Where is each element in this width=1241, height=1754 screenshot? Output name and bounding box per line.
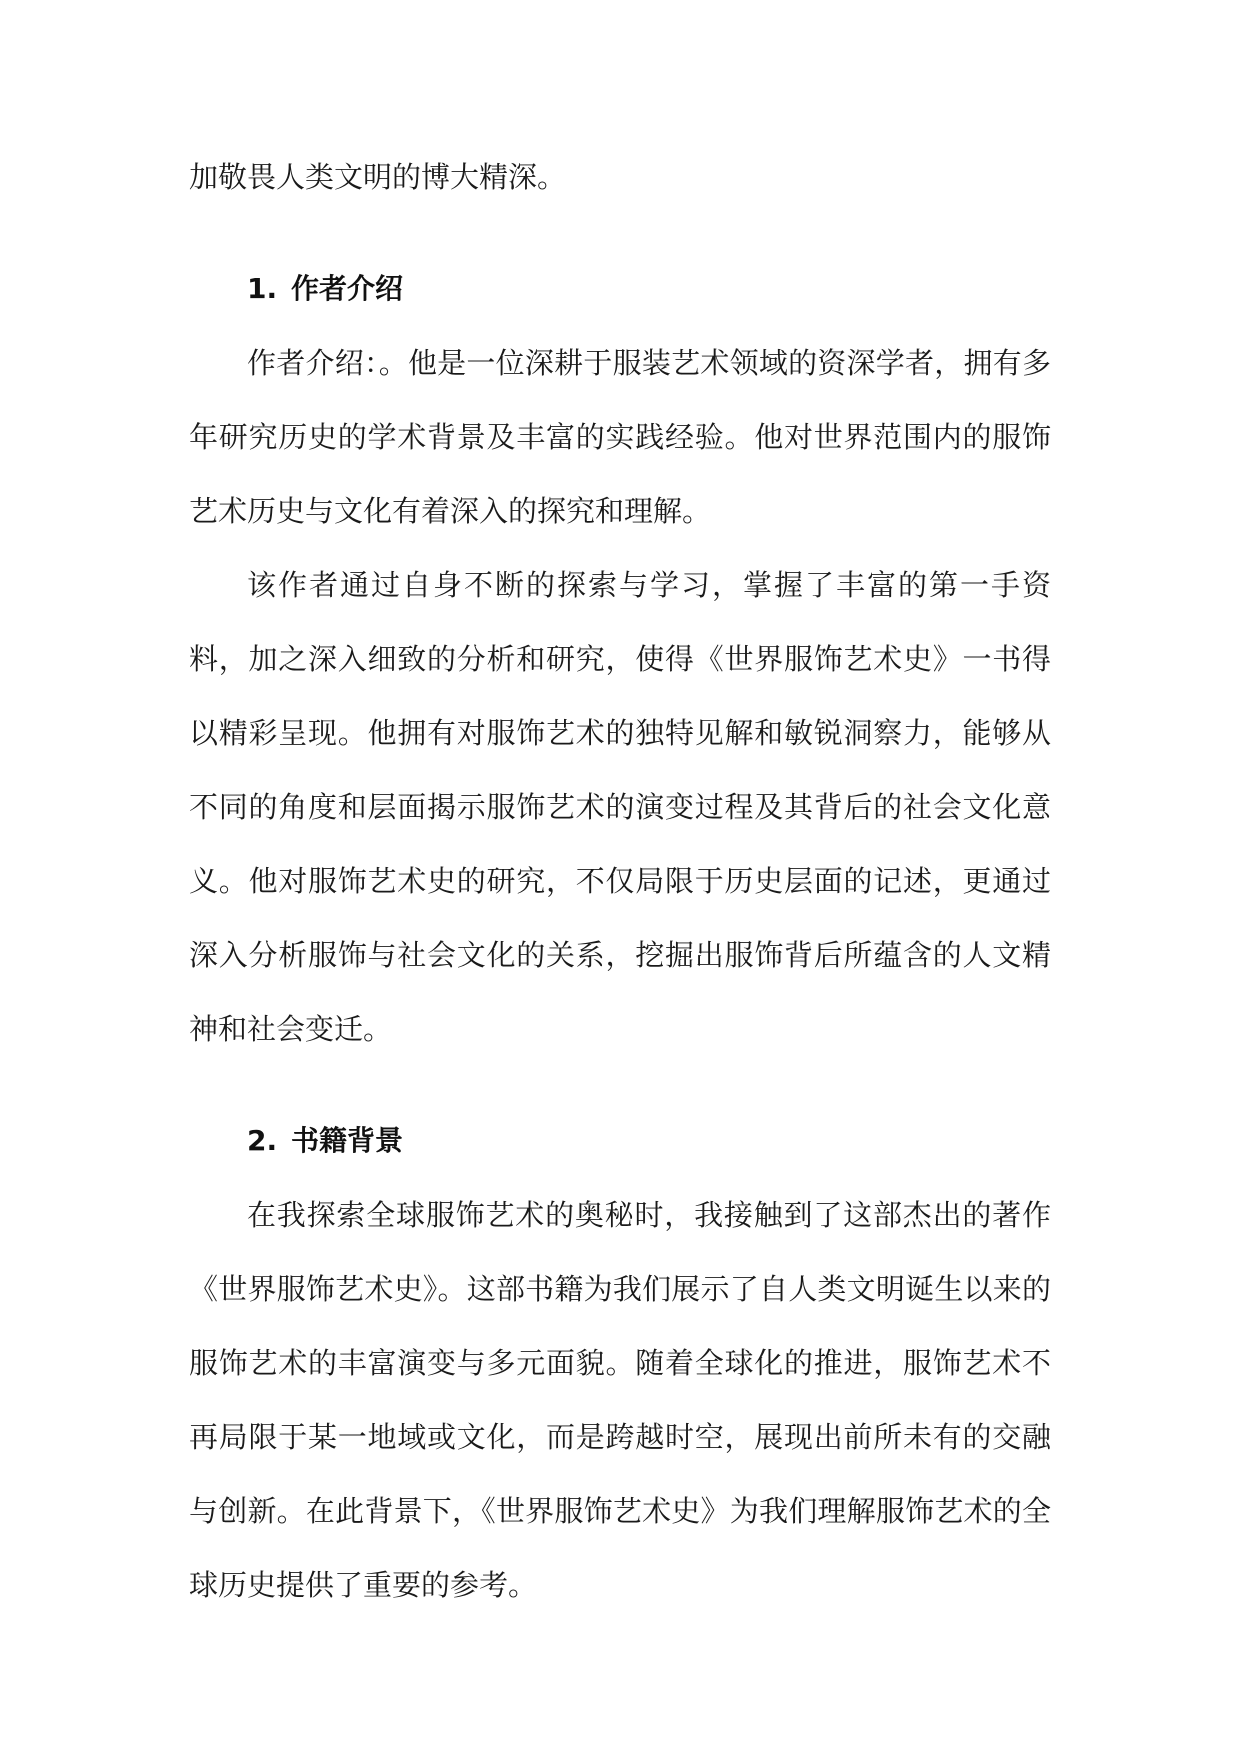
section-heading-author <box>189 252 1051 326</box>
spacer <box>189 1066 1051 1104</box>
paragraph: 在我探索全球服饰艺术的奥秘时，我接触到了这部杰出的著作《世界服饰艺术史》。这部书籍为我们展示了自人类文明诞生以来的服饰艺术的丰富演变与多元面貌。随着全球化的推进，服饰艺术不再局限于某一地域或文化，而是跨越时空，展现出前所未有的交融与创新。在此背景下，《世界服饰艺术史》为我们理解服饰艺术的全球历史提供了重要的参考。 <box>189 1198 1051 1602</box>
section-number: 1. <box>247 272 278 305</box>
paragraph: 作者介绍：。他是一位深耕于服装艺术领域的资深学者，拥有多年研究历史的学术背景及丰富的实践经验。他对世界范围内的服饰艺术历史与文化有着深入的探究和理解。 <box>189 346 1051 528</box>
section-title: 书籍背景 <box>291 1124 404 1157</box>
section-number: 2. <box>247 1124 278 1157</box>
document-body <box>189 140 1051 1622</box>
paragraph: 该作者通过自身不断的探索与学习，掌握了丰富的第一手资料，加之深入细致的分析和研究，使得《世界服饰艺术史》一书得以精彩呈现。他拥有对服饰艺术的独特见解和敏锐洞察力，能够从不同的角度和层面揭示服饰艺术的演变过程及其背后的社会文化意义。他对服饰艺术史的研究，不仅局限于历史层面的记述，更通过深入分析服饰与社会文化的关系，挖掘出服饰背后所蕴含的人文精神和社会变迁。 <box>189 568 1051 1046</box>
continued-paragraph: 加敬畏人类文明的博大精深。 <box>189 160 567 194</box>
section-title: 作者介绍 <box>291 272 404 305</box>
spacer <box>189 214 1051 252</box>
section-heading-background <box>189 1104 1051 1178</box>
